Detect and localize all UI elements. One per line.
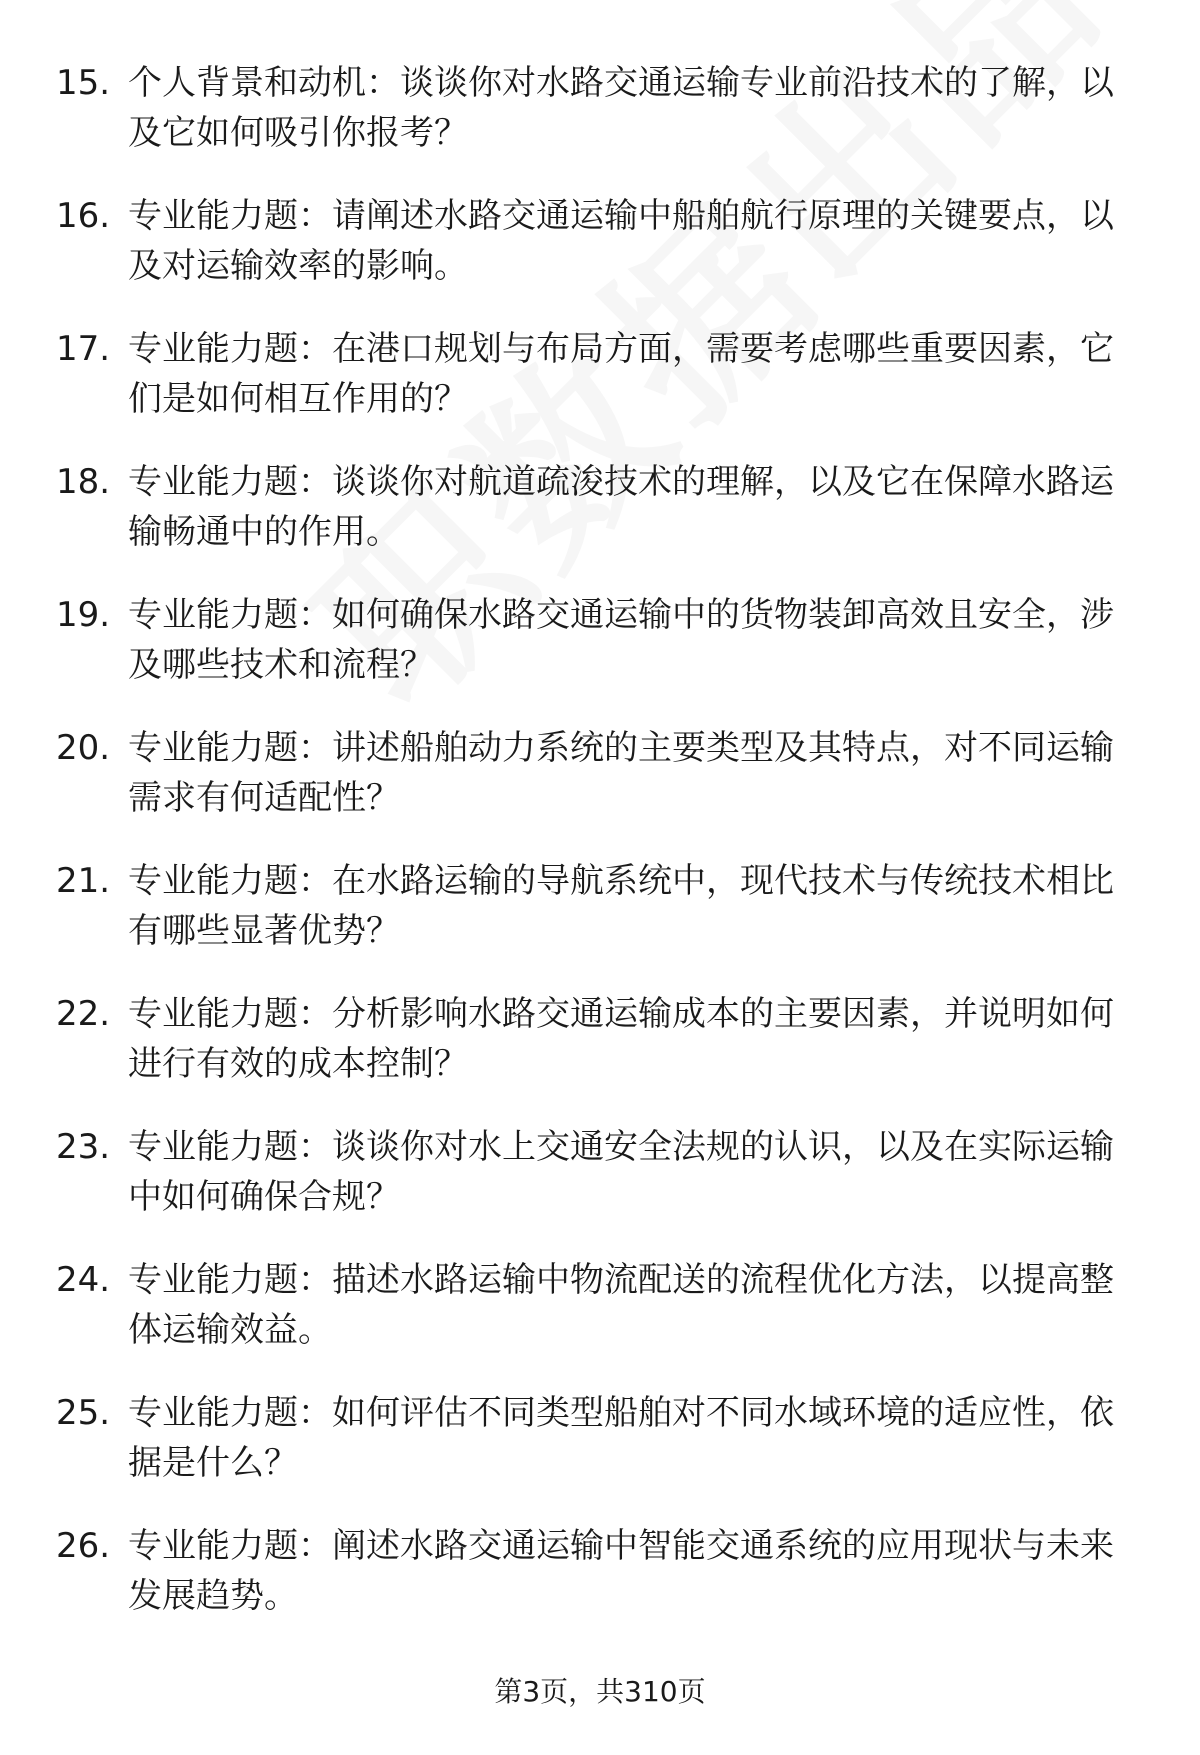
question-number: 21. — [56, 861, 111, 901]
question-item — [56, 1388, 1146, 1521]
question-item — [56, 457, 1146, 590]
question-text: 专业能力题：如何确保水路交通运输中的货物装卸高效且安全，涉及哪些技术和流程？ — [128, 595, 1114, 685]
question-text: 专业能力题：描述水路运输中物流配送的流程优化方法，以提高整体运输效益。 — [128, 1260, 1114, 1350]
question-number: 16. — [56, 196, 111, 236]
question-number: 15. — [56, 63, 111, 103]
question-number: 19. — [56, 595, 111, 635]
question-item — [56, 1122, 1146, 1255]
question-list — [56, 58, 1146, 1654]
question-number: 17. — [56, 329, 111, 369]
page-number-footer: 第3页，共310页 — [494, 1675, 706, 1708]
question-number: 22. — [56, 994, 111, 1034]
question-text: 专业能力题：谈谈你对水上交通安全法规的认识，以及在实际运输中如何确保合规？ — [128, 1127, 1114, 1217]
question-text: 个人背景和动机：谈谈你对水路交通运输专业前沿技术的了解，以及它如何吸引你报考？ — [128, 63, 1114, 153]
question-text: 专业能力题：讲述船舶动力系统的主要类型及其特点，对不同运输需求有何适配性？ — [128, 728, 1114, 818]
question-number: 20. — [56, 728, 111, 768]
question-text: 专业能力题：分析影响水路交通运输成本的主要因素，并说明如何进行有效的成本控制？ — [128, 994, 1114, 1084]
question-item — [56, 989, 1146, 1122]
question-item — [56, 58, 1146, 191]
question-number: 23. — [56, 1127, 111, 1167]
question-item — [56, 1255, 1146, 1388]
question-text: 专业能力题：在水路运输的导航系统中，现代技术与传统技术相比有哪些显著优势？ — [128, 861, 1114, 951]
question-text: 专业能力题：在港口规划与布局方面，需要考虑哪些重要因素，它们是如何相互作用的？ — [128, 329, 1114, 419]
question-text: 专业能力题：请阐述水路交通运输中船舶航行原理的关键要点，以及对运输效率的影响。 — [128, 196, 1114, 286]
question-text: 专业能力题：阐述水路交通运输中智能交通系统的应用现状与未来发展趋势。 — [128, 1526, 1114, 1616]
question-text: 专业能力题：谈谈你对航道疏浚技术的理解，以及它在保障水路运输畅通中的作用。 — [128, 462, 1114, 552]
question-number: 25. — [56, 1393, 111, 1433]
question-item — [56, 590, 1146, 723]
question-number: 26. — [56, 1526, 111, 1566]
question-item — [56, 1521, 1146, 1654]
question-item — [56, 856, 1146, 989]
question-number: 24. — [56, 1260, 111, 1300]
question-text: 专业能力题：如何评估不同类型船舶对不同水域环境的适应性，依据是什么？ — [128, 1393, 1114, 1483]
question-number: 18. — [56, 462, 111, 502]
question-item — [56, 324, 1146, 457]
question-item — [56, 723, 1146, 856]
question-item — [56, 191, 1146, 324]
